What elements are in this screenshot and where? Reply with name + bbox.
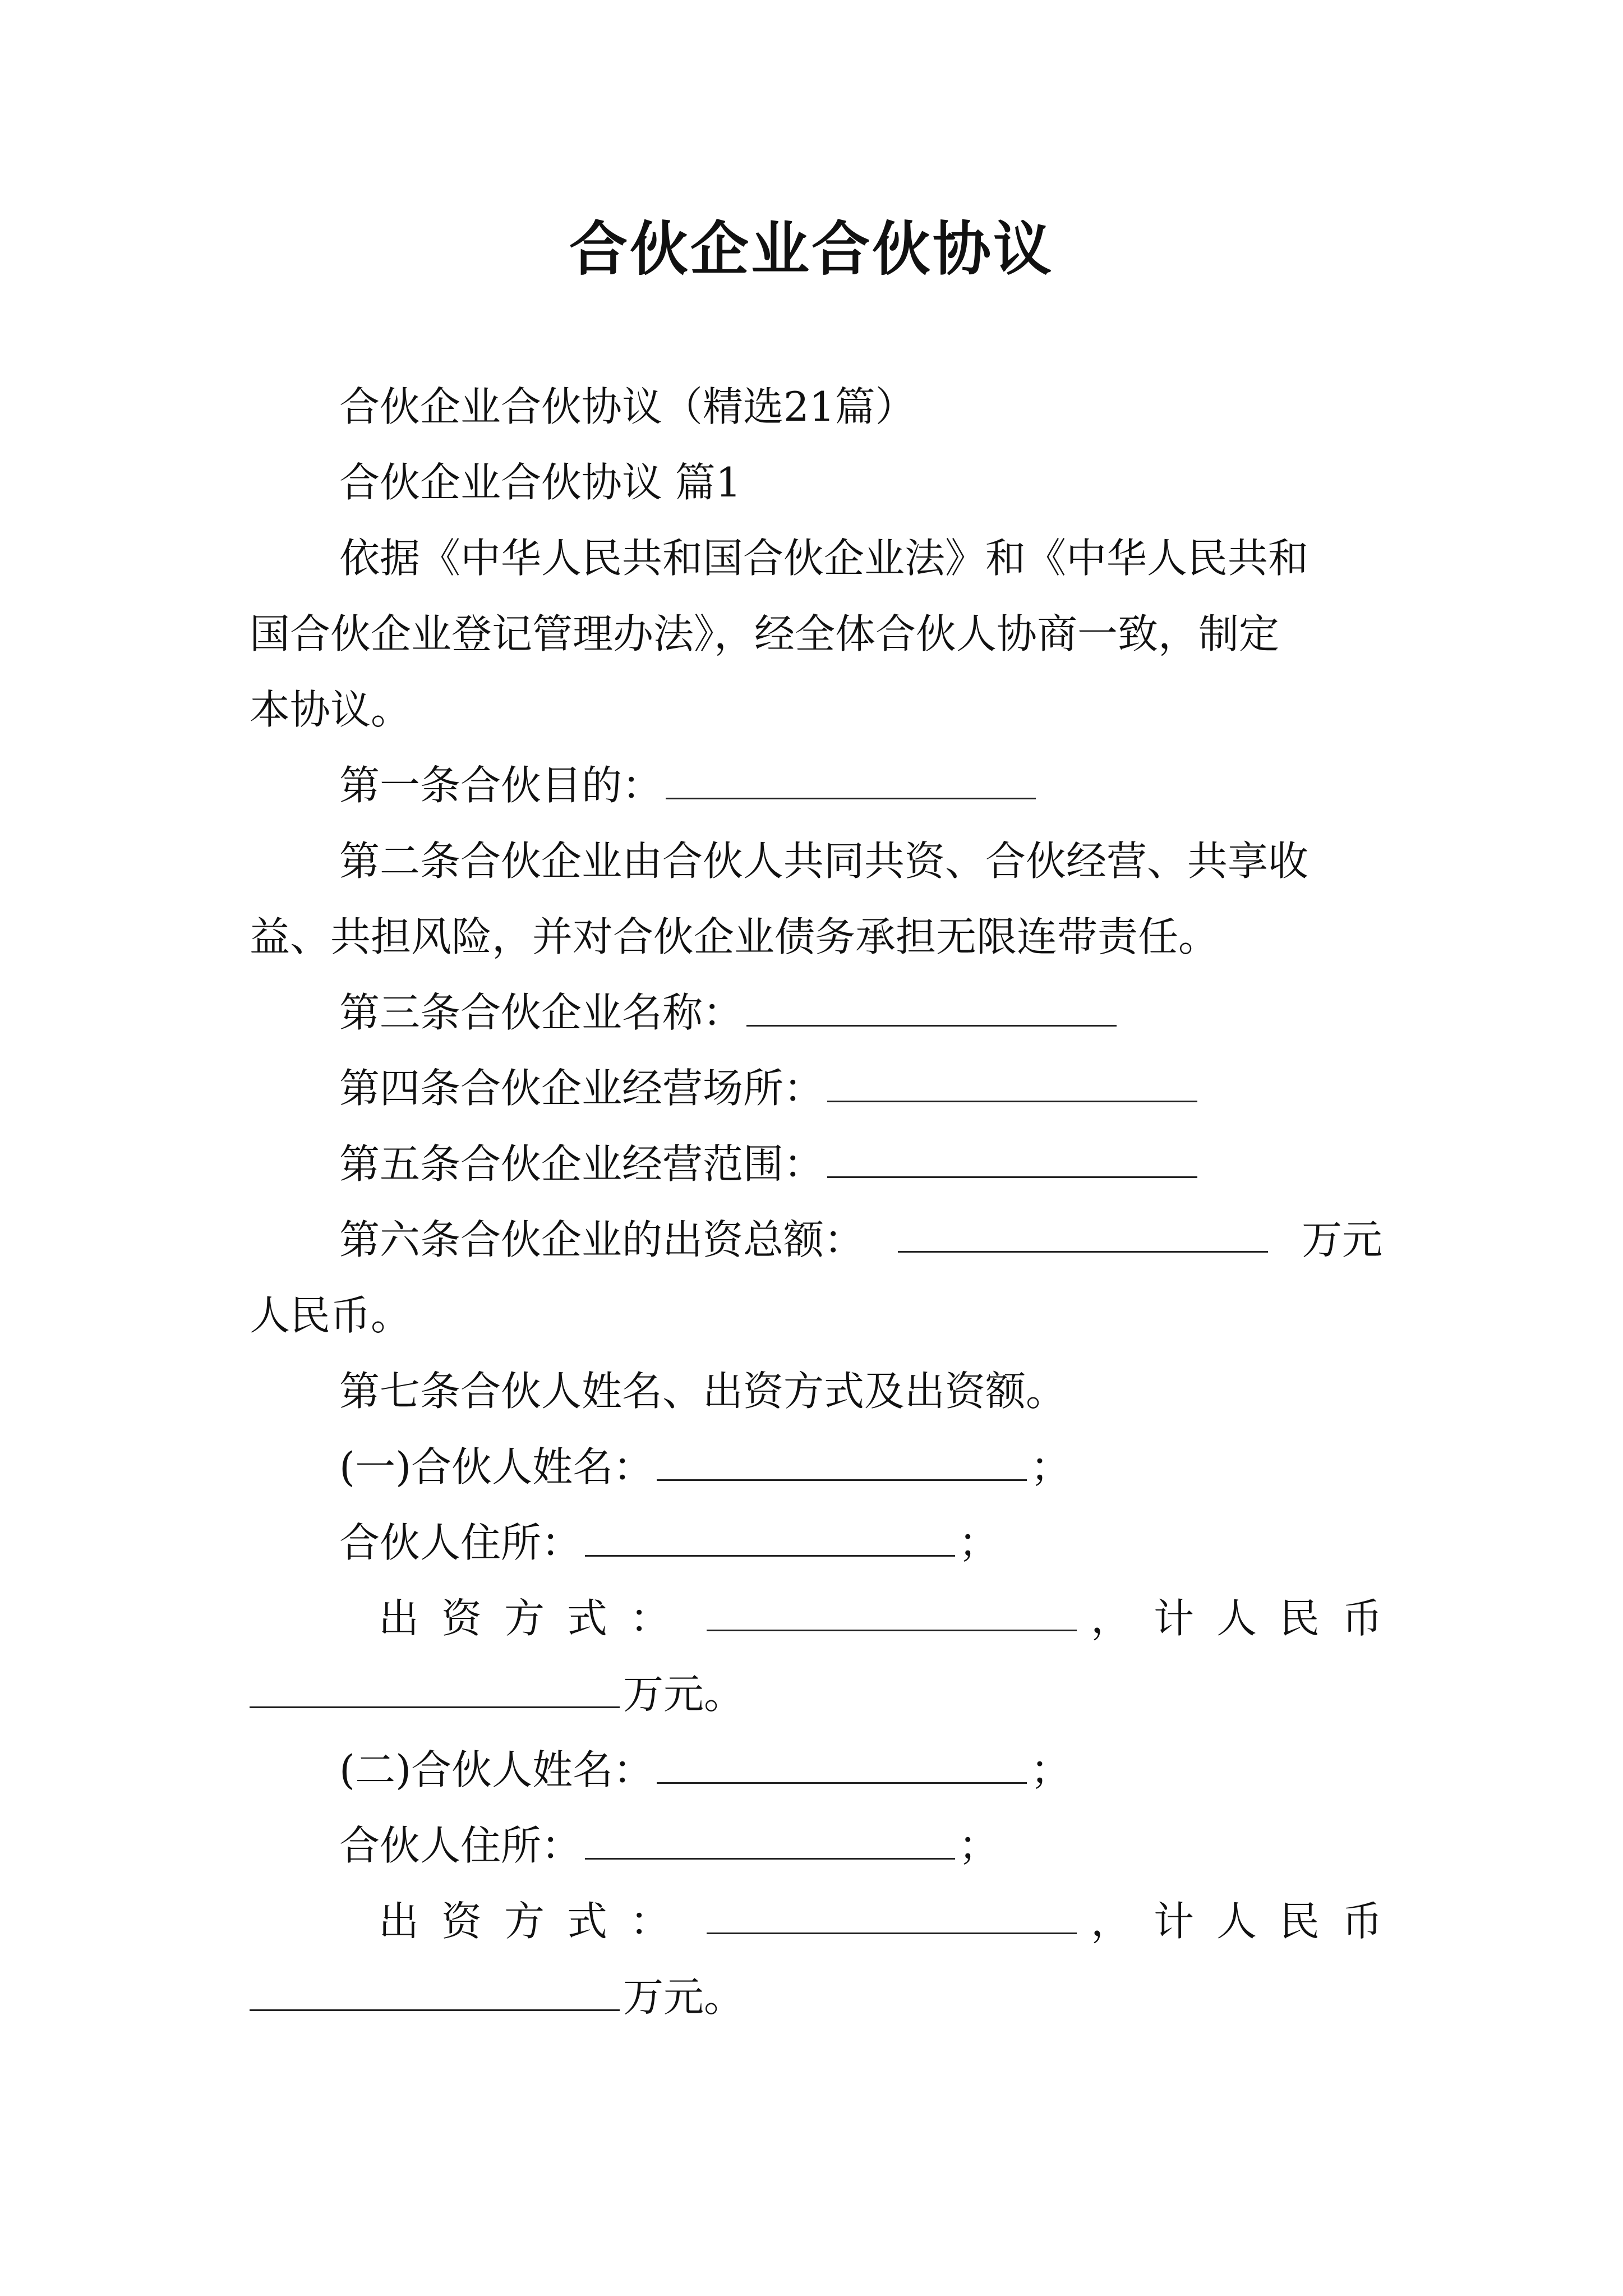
article-3-blank[interactable] (746, 986, 1117, 1027)
partner-1-method-blank[interactable] (707, 1590, 1077, 1631)
partner-2-method-label: 出资方式： (379, 1898, 693, 1945)
semicolon: ； (1030, 1746, 1071, 1793)
article-6-line-2: 人民币。 (250, 1292, 412, 1339)
partner-2-method (339, 1893, 1405, 1949)
article-5-label: 第五条合伙企业经营范围： (339, 1140, 824, 1188)
intro-line-1: 依据《中华人民共和国合伙企业法》和《中华人民共和 (339, 535, 1309, 582)
semicolon: ； (958, 1519, 999, 1566)
article-6-blank[interactable] (898, 1212, 1268, 1253)
partner-1-name-label: (一)合伙人姓名： (339, 1443, 654, 1490)
article-2-line-2: 益、共担风险，并对合伙企业债务承担无限连带责任。 (250, 913, 1219, 960)
article-3-label: 第三条合伙企业名称： (339, 989, 744, 1036)
partner-1-name (339, 1439, 1071, 1495)
partner-2-name-label: (二)合伙人姓名： (339, 1746, 654, 1793)
article-1 (339, 757, 1039, 813)
document-title: 合伙企业合伙协议 (569, 214, 1054, 283)
article-4 (339, 1060, 1201, 1116)
partner-2-address-blank[interactable] (585, 1819, 955, 1860)
partner-1-method (339, 1590, 1405, 1646)
partner-2-amount-blank[interactable] (250, 1970, 620, 2011)
partner-2-address (339, 1818, 999, 1874)
partner-2-name (339, 1742, 1071, 1798)
article-7: 第七条合伙人姓名、出资方式及出资额。 (339, 1368, 1067, 1415)
partner-1-unit: 万元。 (623, 1671, 745, 1718)
subtitle: 合伙企业合伙协议（精选21篇） (339, 383, 916, 430)
intro-line-2: 国合伙企业登记管理办法》，经全体合伙人协商一致，制定 (250, 610, 1280, 657)
partner-1-name-blank[interactable] (657, 1440, 1027, 1481)
article-5-blank[interactable] (827, 1137, 1197, 1178)
partner-1-amount-blank[interactable] (250, 1667, 620, 1708)
article-2-line-1: 第二条合伙企业由合伙人共同共资、合伙经营、共享收 (339, 838, 1309, 885)
partner-1-amount (250, 1666, 744, 1722)
intro-line-3: 本协议。 (250, 686, 412, 733)
partner-1-address-label: 合伙人住所： (339, 1519, 582, 1566)
partner-2-name-blank[interactable] (657, 1743, 1027, 1784)
article-4-label: 第四条合伙企业经营场所： (339, 1065, 824, 1112)
article-1-blank[interactable] (666, 758, 1036, 799)
article-6 (339, 1212, 1382, 1268)
partner-2-address-label: 合伙人住所： (339, 1822, 582, 1869)
partner-2-amount (250, 1969, 744, 2025)
article-4-blank[interactable] (827, 1061, 1197, 1102)
article-1-label: 第一条合伙目的： (339, 762, 663, 809)
semicolon: ； (958, 1822, 999, 1869)
section-heading: 合伙企业合伙协议 篇1 (339, 459, 741, 506)
semicolon: ； (1030, 1443, 1071, 1490)
partner-1-amount-prefix: ，计人民币 (1090, 1595, 1405, 1642)
partner-1-address-blank[interactable] (585, 1516, 955, 1557)
partner-1-method-label: 出资方式： (379, 1595, 693, 1642)
partner-2-method-blank[interactable] (707, 1893, 1077, 1934)
article-6-unit: 万元 (1301, 1216, 1382, 1263)
partner-2-amount-prefix: ，计人民币 (1090, 1898, 1405, 1945)
partner-2-unit: 万元。 (623, 1973, 745, 2021)
article-6-label: 第六条合伙企业的出资总额： (339, 1216, 865, 1263)
article-5 (339, 1136, 1201, 1192)
article-3 (339, 984, 1120, 1041)
partner-1-address (339, 1515, 999, 1571)
